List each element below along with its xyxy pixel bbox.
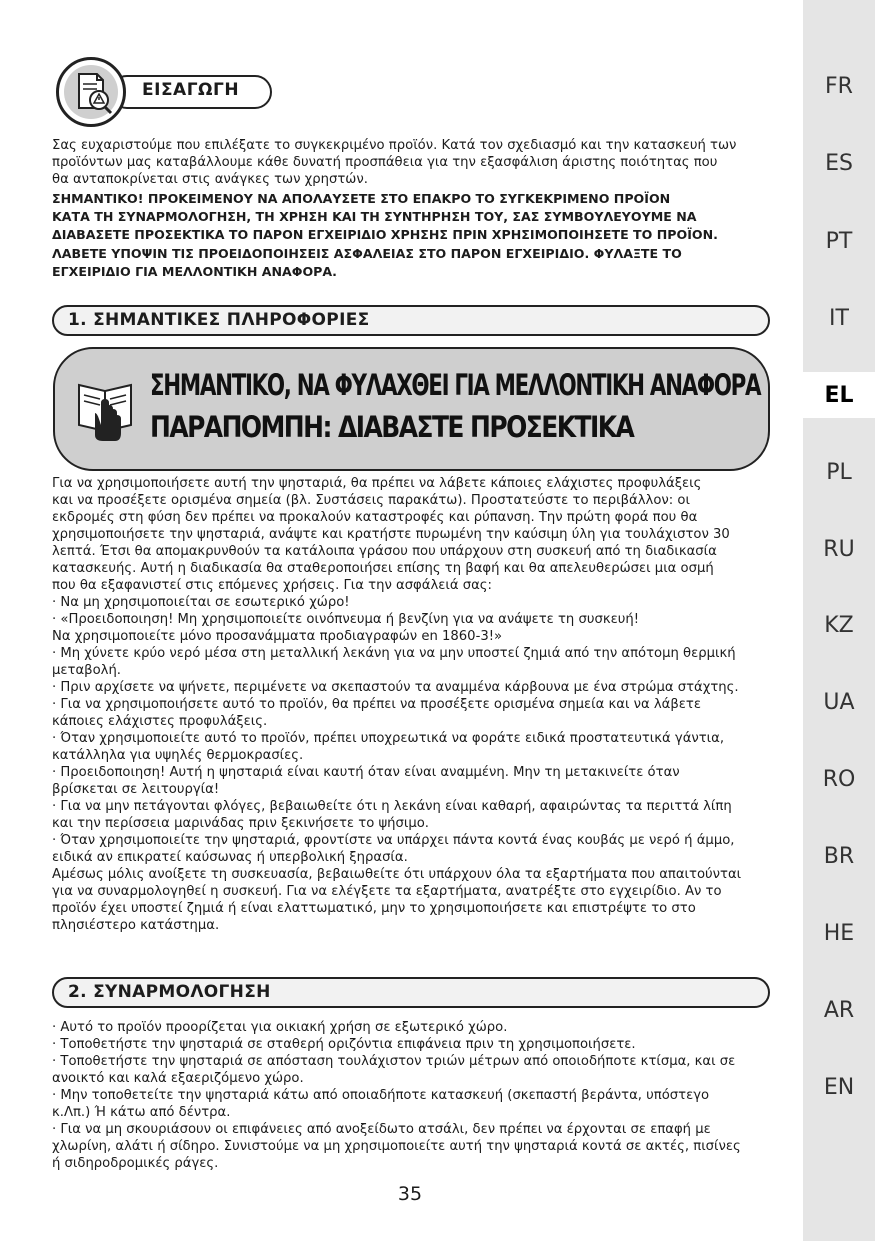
- section2-body: [52, 1019, 770, 1172]
- body-line: χρησιμοποιήσετε την ψησταριά, ανάψτε και κρατήστε πυρωμένη την καύσιμη ύλη για τουλάχιστον 30: [52, 527, 730, 542]
- warning-line: ΕΓΧΕΙΡΙΔΙΟ ΓΙΑ ΜΕΛΛΟΝΤΙΚΗ ΑΝΑΦΟΡΑ.: [52, 263, 337, 279]
- body-line: · Για να μη σκουριάσουν οι επιφάνειες από ανοξείδωτο ατσάλι, δεν πρέπει να έρχονται σε επαφή με: [52, 1122, 711, 1137]
- lang-tab-en[interactable]: EN: [823, 1075, 855, 1100]
- important-notice-box: [53, 347, 770, 471]
- body-line: · Για να χρησιμοποιήσετε αυτό το προϊόν, θα πρέπει να προσέξετε ορισμένα σημεία και να λάβετε: [52, 697, 701, 712]
- body-line: πλησιέστερο κατάστημα.: [52, 918, 220, 933]
- body-line: λεπτά. Έτσι θα απομακρυνθούν τα κατάλοιπα γράσου που υπάρχουν στη συσκευή από τη διαδικασία: [52, 544, 717, 559]
- body-line: ή σιδηροδρομικές ράγες.: [52, 1156, 219, 1171]
- lang-tab-ar[interactable]: AR: [823, 998, 855, 1023]
- lang-tab-ua[interactable]: UA: [823, 690, 855, 715]
- language-sidebar: [803, 0, 875, 1241]
- intro-icon-circle: [56, 57, 126, 127]
- body-line: και να προσέξετε ορισμένα σημεία (βλ. Συστάσεις παρακάτω). Προστατεύστε το περιβάλλον: οι: [52, 493, 690, 508]
- body-line: ειδικά αν επικρατεί καύσωνας ή υπερβολική ξηρασία.: [52, 850, 408, 865]
- body-line: · Τοποθετήστε την ψησταριά σε σταθερή οριζόντια επιφάνεια πριν τη χρησιμοποιήσετε.: [52, 1037, 636, 1052]
- intro-paragraph: [52, 137, 770, 188]
- lang-tab-br[interactable]: BR: [823, 844, 855, 869]
- section1-body: [52, 475, 770, 934]
- section2-title: 2. ΣΥΝΑΡΜΟΛΟΓΗΣΗ: [68, 982, 271, 1002]
- intro-title: ΕΙΣΑΓΩΓΗ: [142, 80, 240, 100]
- intro-line: προϊόντων μας καταβάλλουμε κάθε δυνατή προσπάθεια για την εξασφάλιση άριστης ποιότητας που: [52, 155, 718, 170]
- warning-line: ΚΑΤΑ ΤΗ ΣΥΝΑΡΜΟΛΟΓΗΣΗ, ΤΗ ΧΡΗΣΗ ΚΑΙ ΤΗ ΣΥΝΤΗΡΗΣΗ ΤΟΥ, ΣΑΣ ΣΥΜΒΟΥΛΕΥΟΥΜΕ ΝΑ: [52, 209, 697, 225]
- body-line: · Πριν αρχίσετε να ψήνετε, περιμένετε να σκεπαστούν τα αναμμένα κάρβουνα με ένα στρώμα στάχτης.: [52, 680, 739, 695]
- body-line: · Να μη χρησιμοποιείται σε εσωτερικό χώρο!: [52, 595, 350, 610]
- lang-tab-kz[interactable]: KZ: [824, 613, 854, 638]
- section1-title: 1. ΣΗΜΑΝΤΙΚΕΣ ΠΛΗΡΟΦΟΡΙΕΣ: [68, 310, 370, 330]
- document-warning-icon: [59, 60, 123, 124]
- body-line: εκδρομές στη φύση δεν πρέπει να προκαλούν καταστροφές και ρύπανση. Την πρώτη φορά που θα: [52, 510, 698, 525]
- body-line: προϊόν έχει υποστεί ζημιά ή είναι ελαττωματικό, μην το χρησιμοποιήσετε και επιστρέψτε το στο: [52, 901, 696, 916]
- intro-warning: [52, 190, 770, 281]
- body-line: χλωρίνη, αλάτι ή σίδηρο. Συνιστούμε να μη χρησιμοποιείτε αυτή την ψησταριά κοντά σε ακτές, πισίνες: [52, 1139, 741, 1154]
- body-line: κατασκευής. Αυτή η διαδικασία θα σταθεροποιήσει επίσης τη βαφή και θα απελευθερώσει μια οσμή: [52, 561, 714, 576]
- lang-tab-fr[interactable]: FR: [825, 74, 853, 99]
- warning-line: ΣΗΜΑΝΤΙΚΟ! ΠΡΟΚΕΙΜΕΝΟΥ ΝΑ ΑΠΟΛΑΥΣΕΤΕ ΣΤΟ ΕΠΑΚΡΟ ΤΟ ΣΥΓΚΕΚΡΙΜΕΝΟ ΠΡΟΪΟΝ: [52, 191, 671, 206]
- lang-tab-it[interactable]: IT: [829, 306, 849, 331]
- body-line: · Όταν χρησιμοποιείτε την ψησταριά, φροντίστε να υπάρχει πάντα κοντά ένας κουβάς με νερό ή άμμο,: [52, 833, 735, 848]
- body-line: που θα εξαφανιστεί στις επόμενες χρήσεις. Για την ασφάλειά σας:: [52, 578, 492, 593]
- read-manual-icon: [73, 373, 143, 443]
- body-line: για να συναρμολογηθεί η συσκευή. Για να ελέγξετε τα εξαρτήματα, ανατρέξτε στο εγχειρίδιο. Αν το: [52, 884, 722, 899]
- important-heading-line2: ΠΑΡΑΠΟΜΠΗ: ΔΙΑΒΑΣΤΕ ΠΡΟΣΕΚΤΙΚΑ: [150, 410, 634, 444]
- important-heading-line1: ΣΗΜΑΝΤΙΚΟ, ΝΑ ΦΥΛΑΧΘΕΙ ΓΙΑ ΜΕΛΛΟΝΤΙΚΗ ΑΝΑΦΟΡΑ: [150, 368, 761, 402]
- warning-line: ΛΑΒΕΤΕ ΥΠΟΨΙΝ ΤΙΣ ΠΡΟΕΙΔΟΠΟΙΗΣΕΙΣ ΑΣΦΑΛΕΙΑΣ ΣΤΟ ΠΑΡΟΝ ΕΓΧΕΙΡΙΔΙΟ. ΦΥΛΑΞΤΕ ΤΟ: [52, 245, 682, 261]
- lang-tab-es[interactable]: ES: [825, 151, 853, 176]
- body-line: ανοικτό και καλά εξαεριζόμενο χώρο.: [52, 1071, 304, 1086]
- body-line: · Αυτό το προϊόν προορίζεται για οικιακή χρήση σε εξωτερικό χώρο.: [52, 1020, 508, 1035]
- lang-tab-he[interactable]: HE: [823, 921, 855, 946]
- body-line: μεταβολή.: [52, 663, 121, 678]
- body-line: Να χρησιμοποιείτε μόνο προσανάμματα προδιαγραφών en 1860-3!»: [52, 629, 503, 644]
- body-line: κ.Λπ.) Ή κάτω από δέντρα.: [52, 1105, 231, 1120]
- body-line: · «Προειδοποιηση! Μη χρησιμοποιείτε οινόπνευμα ή βενζίνη για να ανάψετε τη συσκευή!: [52, 612, 640, 627]
- page-number: 35: [397, 1183, 423, 1205]
- body-line: · Τοποθετήστε την ψησταριά σε απόσταση τουλάχιστον τριών μέτρων από οποιοδήποτε κτίσμα, και σε: [52, 1054, 736, 1069]
- body-line: · Μη χύνετε κρύο νερό μέσα στη μεταλλική λεκάνη για να μην υποστεί ζημιά από την απότομη θερμική: [52, 646, 736, 661]
- lang-tab-el[interactable]: EL: [824, 383, 854, 408]
- intro-line: θα ανταποκρίνεται στις ανάγκες των χρηστών.: [52, 172, 368, 187]
- warning-line: ΔΙΑΒΑΣΕΤΕ ΠΡΟΣΕΚΤΙΚΑ ΤΟ ΠΑΡΟΝ ΕΓΧΕΙΡΙΔΙΟ ΧΡΗΣΗΣ ΠΡΙΝ ΧΡΗΣΙΜΟΠΟΙΗΣΕΤΕ ΤΟ ΠΡΟΪΟΝ.: [52, 227, 718, 243]
- lang-tab-pt[interactable]: PT: [825, 229, 853, 254]
- body-line: · Μην τοποθετείτε την ψησταριά κάτω από οποιαδήποτε κατασκευή (σκεπαστή βεράντα, υπόστεγο: [52, 1088, 710, 1103]
- body-line: · Προειδοποιηση! Αυτή η ψησταριά είναι καυτή όταν είναι αναμμένη. Μην τη μετακινείτε όταν: [52, 765, 680, 780]
- lang-tab-ru[interactable]: RU: [823, 537, 855, 562]
- body-line: · Όταν χρησιμοποιείτε αυτό το προϊόν, πρέπει υποχρεωτικά να φοράτε ειδικά προστατευτικά γάντια,: [52, 731, 725, 746]
- lang-tab-ro[interactable]: RO: [822, 767, 856, 792]
- body-line: και την περίσσεια μαρινάδας πριν ξεκινήσετε το ψήσιμο.: [52, 816, 429, 831]
- body-line: κατάλληλα για υψηλές θερμοκρασίες.: [52, 748, 304, 763]
- body-line: Για να χρησιμοποιήσετε αυτή την ψησταριά, θα πρέπει να λάβετε κάποιες ελάχιστες προφυλάξεις: [52, 476, 702, 491]
- body-line: βρίσκεται σε λειτουργία!: [52, 782, 220, 797]
- body-line: κάποιες ελάχιστες προφυλάξεις.: [52, 714, 268, 729]
- body-line: Αμέσως μόλις ανοίξετε τη συσκευασία, βεβαιωθείτε ότι υπάρχουν όλα τα εξαρτήματα που απαιτούνται: [52, 867, 742, 882]
- intro-line: Σας ευχαριστούμε που επιλέξατε το συγκεκριμένο προϊόν. Κατά τον σχεδιασμό και την κατασκευή των: [52, 138, 737, 153]
- lang-tab-pl[interactable]: PL: [826, 460, 852, 485]
- body-line: · Για να μην πετάγονται φλόγες, βεβαιωθείτε ότι η λεκάνη είναι καθαρή, αφαιρώντας τα περιττά λίπη: [52, 799, 732, 814]
